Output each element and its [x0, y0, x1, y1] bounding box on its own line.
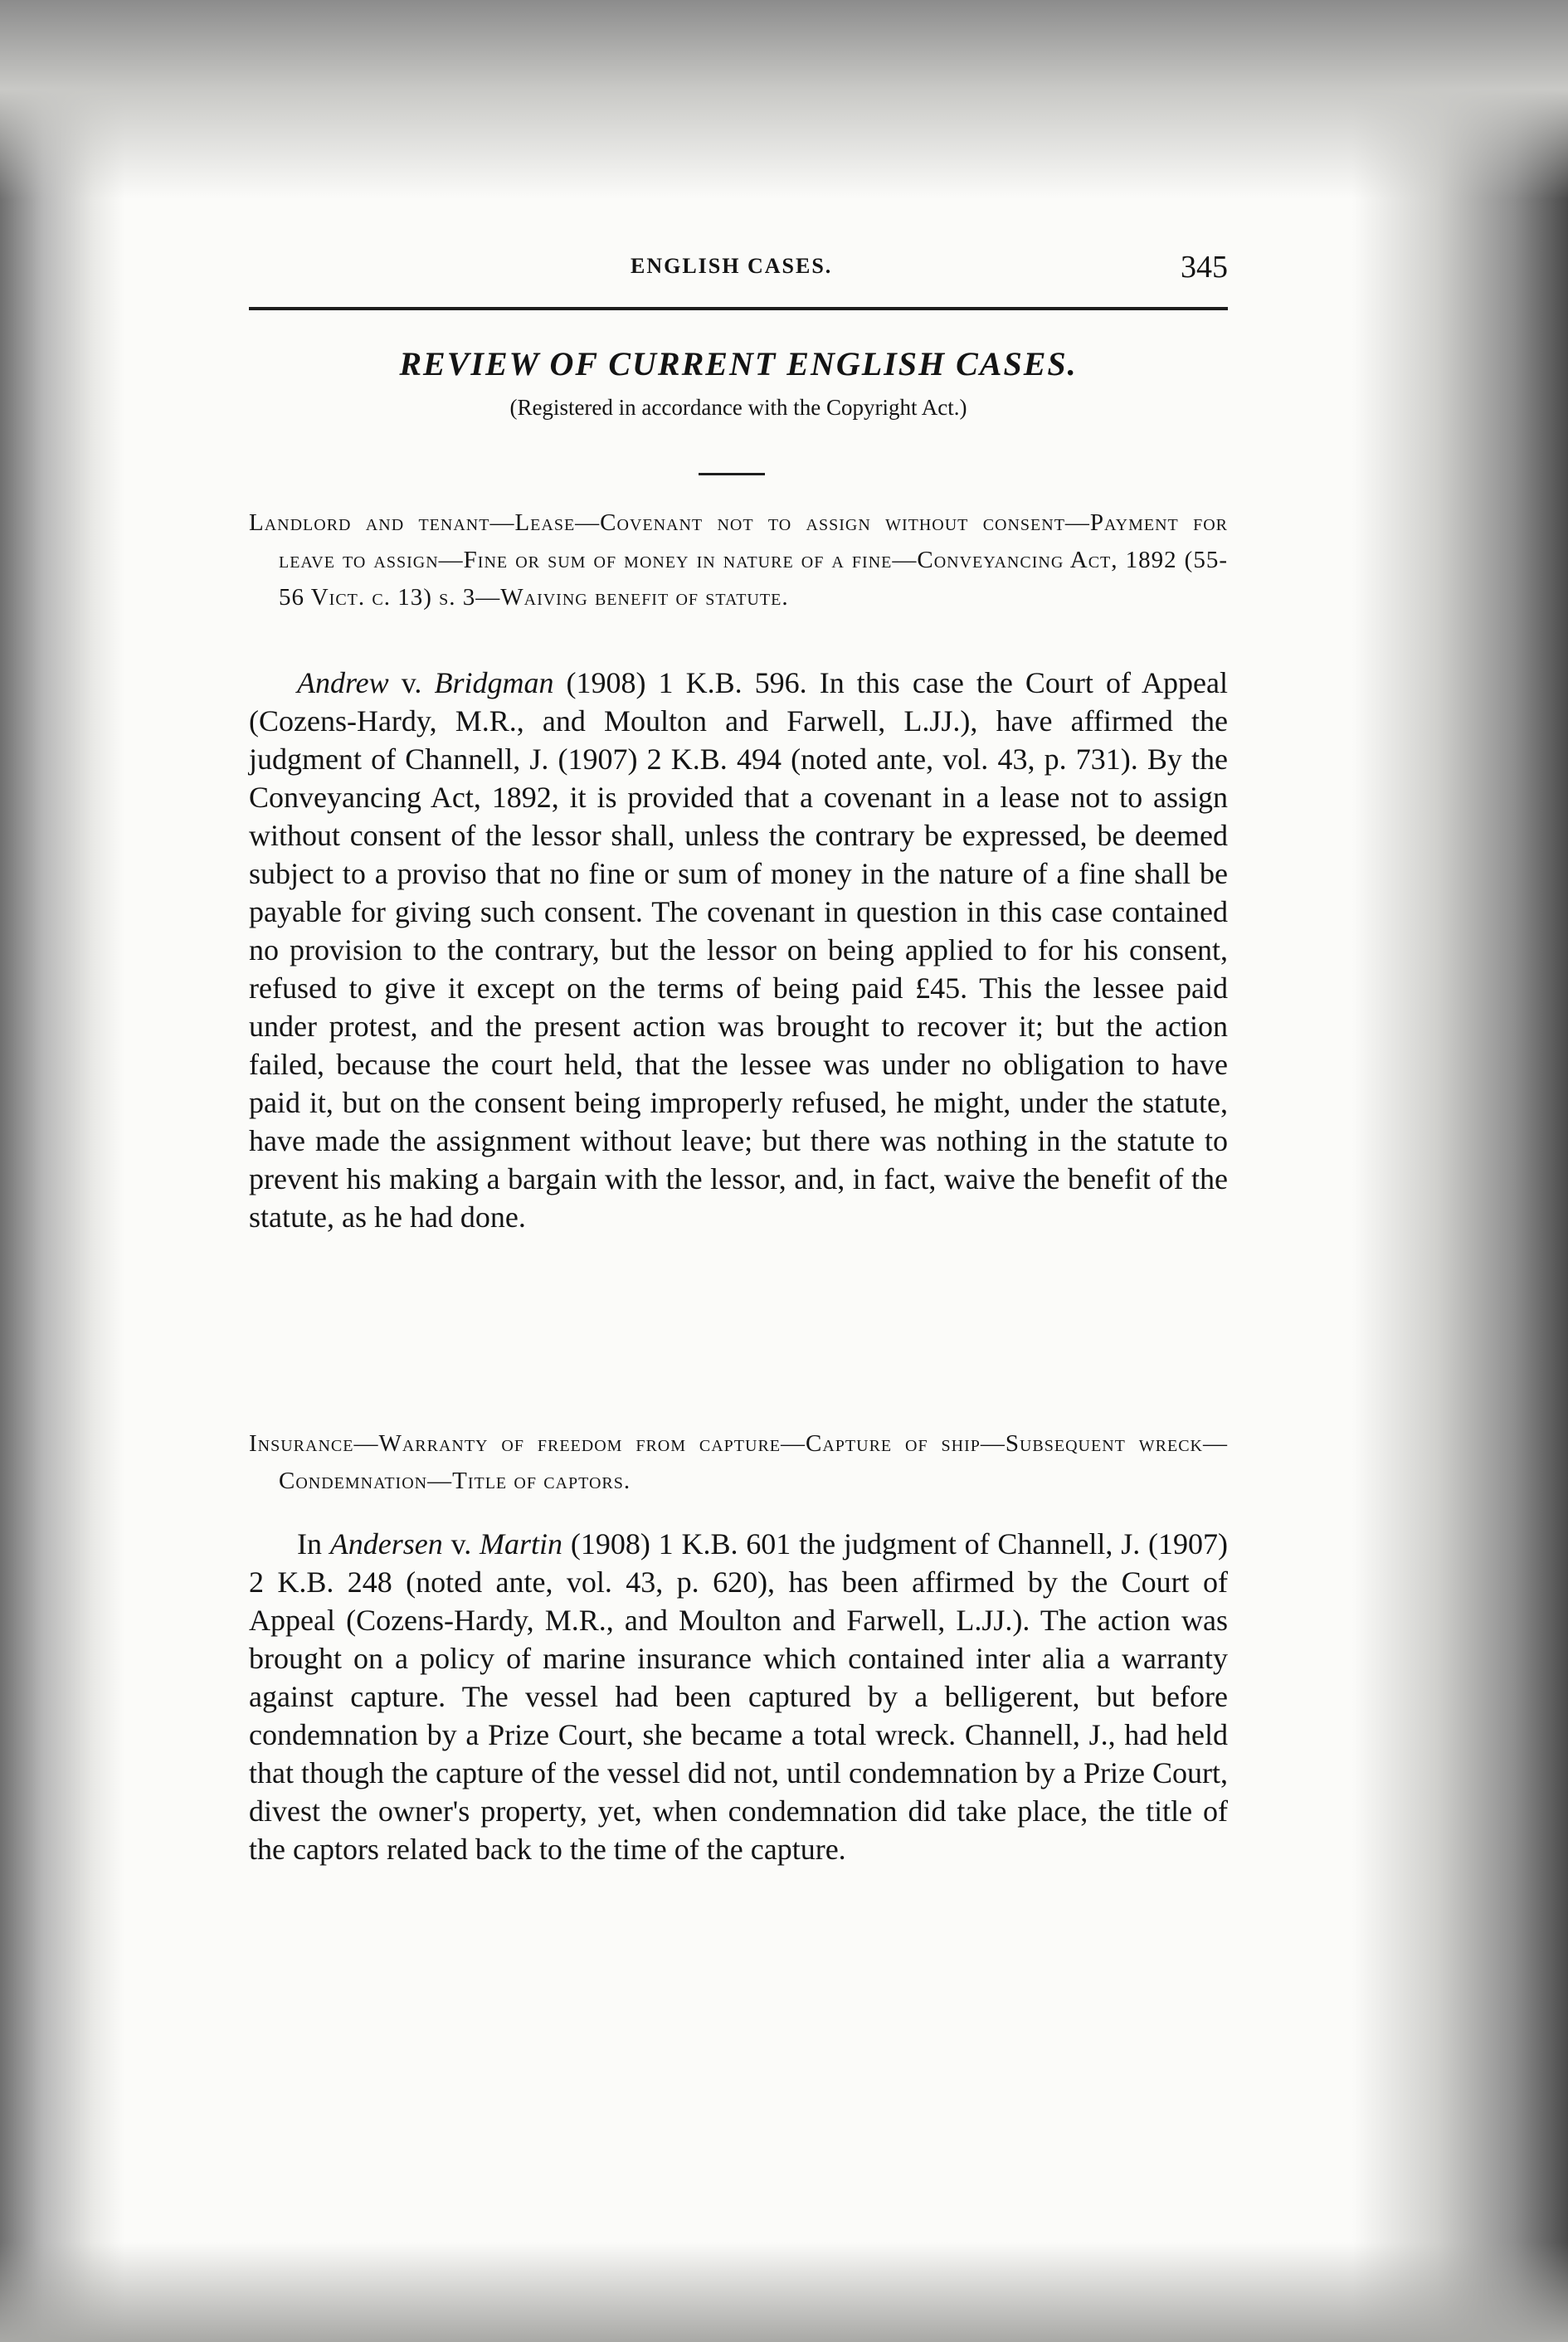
- scan-shadow-bottom: [0, 2242, 1568, 2342]
- case-2-paragraph: [249, 1525, 1228, 1868]
- copyright-note: (Registered in accordance with the Copyright Act.): [509, 395, 967, 420]
- case-1-paragraph: [249, 664, 1228, 1236]
- scan-shadow-right: [1352, 0, 1568, 2342]
- scan-shadow-top: [0, 0, 1568, 199]
- case-1-party-1: Andrew: [297, 666, 389, 699]
- case-1-headnote-text: Landlord and tenant—Lease—Covenant not to assign without consent—Payment for leave to assign—Fine or sum of money in nature of a fine—Conveyancing Act, 1892 (55-56 Vict. c. 13) s. 3—Waiving benefit of statute.: [249, 509, 1228, 611]
- running-head: [249, 249, 1228, 289]
- case-2-headnote: [249, 1425, 1228, 1500]
- page-number: 345: [1181, 250, 1228, 285]
- case-1-headnote: [249, 504, 1228, 616]
- case-2-versus: v.: [442, 1527, 480, 1561]
- running-title: ENGLISH CASES.: [631, 254, 833, 278]
- case-2-headnote-text: Insurance—Warranty of freedom from capture—Capture of ship—Subsequent wreck—Condemnation—Title of captors.: [249, 1430, 1228, 1494]
- title-divider: [699, 473, 765, 475]
- case-2-party-2: Martin: [480, 1527, 563, 1561]
- scan-shadow-left: [0, 0, 124, 2342]
- header-rule: [249, 307, 1228, 310]
- case-2-body: (1908) 1 K.B. 601 the judgment of Channell, J. (1907) 2 K.B. 248 (noted ante, vol. 43, p. 620), has been affirmed by the Court of Appeal (Cozens-Hardy, M.R., and Moulton and Farwell, L.JJ.). The action was brought on a policy of marine insurance which contained inter alia a warranty against capture. The vessel had been captured by a belligerent, but before condemnation by a Prize Court, she became a total wreck. Channell, J., had held that though the capture of the vessel did not, until condemnation by a Prize Court, divest the owner's property, yet, when condemnation did take place, the title of the captors related back to the time of the capture.: [249, 1527, 1228, 1866]
- case-2-intro: In: [297, 1527, 330, 1561]
- case-1-party-2: Bridgman: [434, 666, 554, 699]
- case-2-party-1: Andersen: [329, 1527, 443, 1561]
- case-1-versus: v.: [388, 666, 435, 699]
- case-1-body: (1908) 1 K.B. 596. In this case the Court of Appeal (Cozens-Hardy, M.R., and Moulton and Farwell, L.JJ.), have affirmed the judgment of Channell, J. (1907) 2 K.B. 494 (noted ante, vol. 43, p. 731). By the Conveyancing Act, 1892, it is provided that a covenant in a lease not to assign without consent of the lessor shall, unless the contrary be expressed, be deemed subject to a proviso that no fine or sum of money in the nature of a fine shall be payable for giving such consent. The covenant in question in this case contained no provision to the contrary, but the lessor on being applied to for his consent, refused to give it except on the terms of being paid £45. This the lessee paid under protest, and the present action was brought to recover it; but the action failed, because the court held, that the lessee was under no obligation to have paid it, but on the consent being improperly refused, he might, under the statute, have made the assignment without leave; but there was nothing in the statute to prevent his making a bargain with the lessor, and, in fact, waive the benefit of the statute, as he had done.: [249, 666, 1229, 1234]
- section-title: REVIEW OF CURRENT ENGLISH CASES.: [399, 345, 1078, 382]
